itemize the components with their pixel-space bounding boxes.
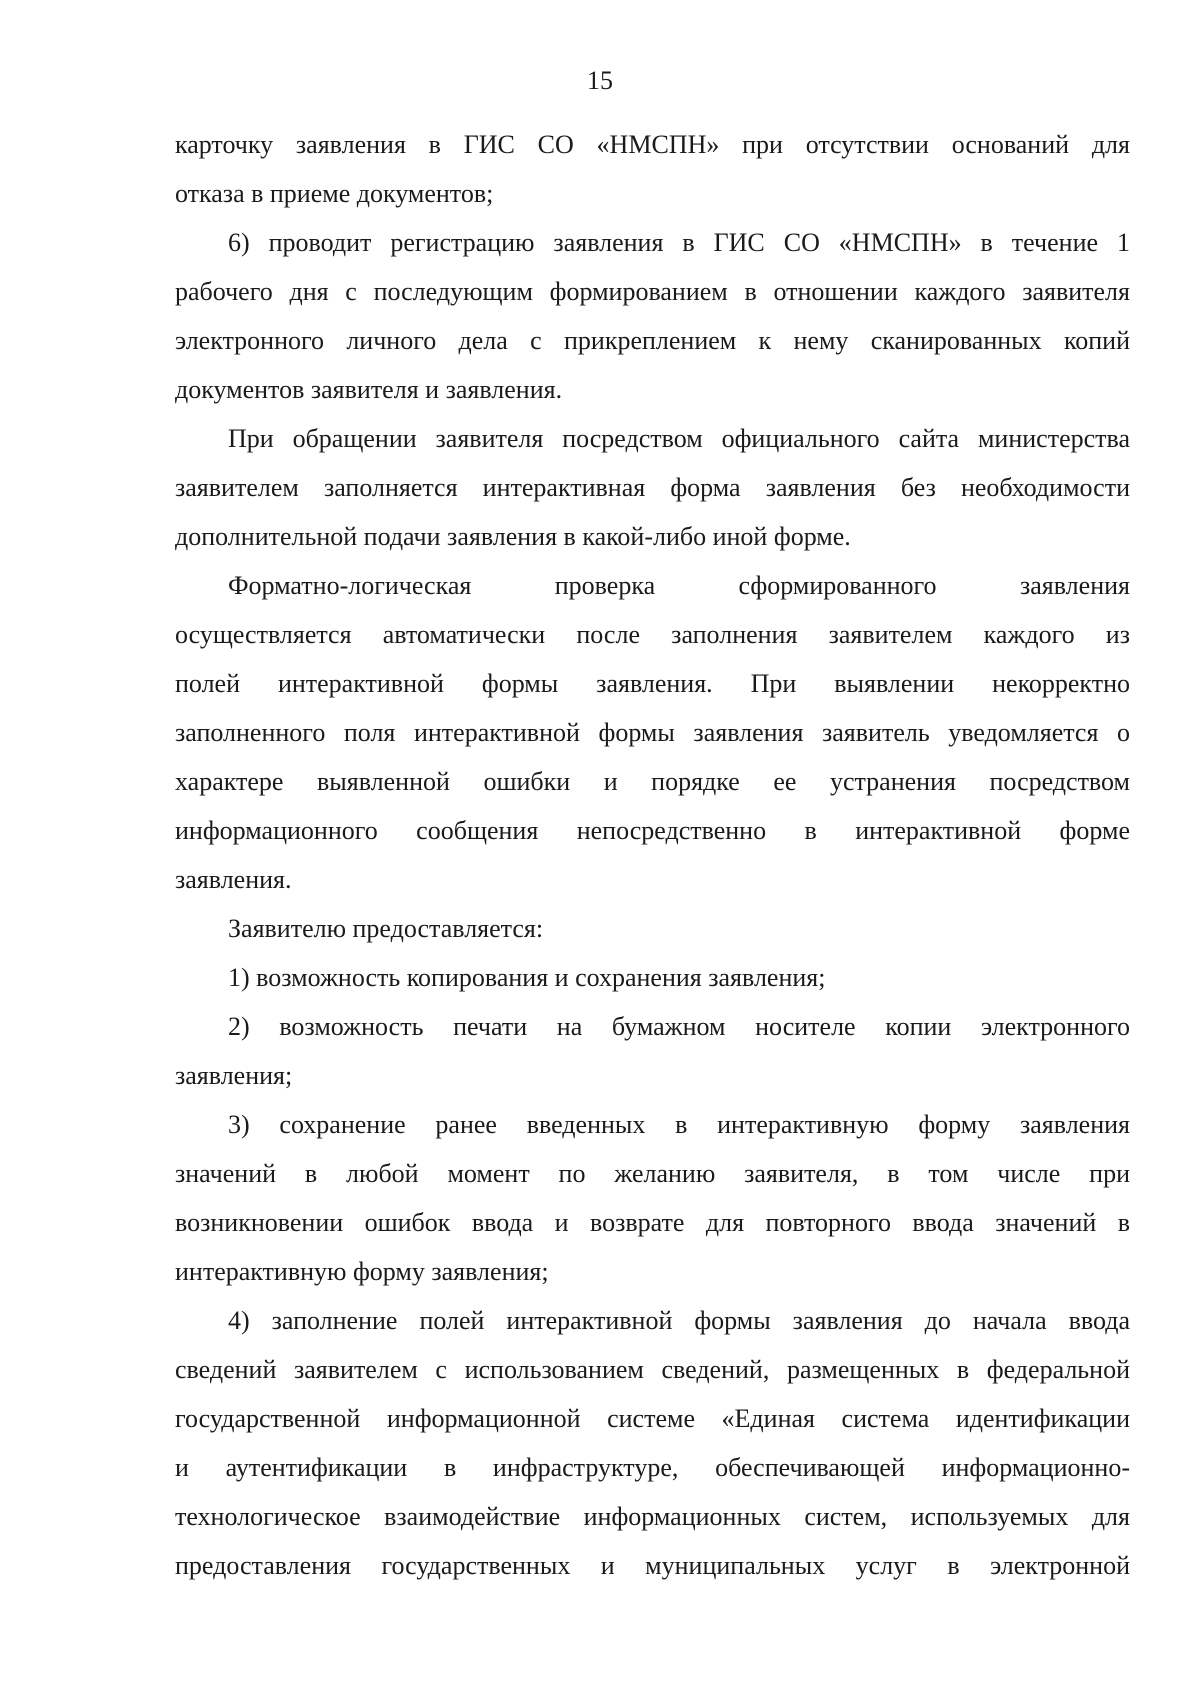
document-body <box>175 120 1130 1590</box>
text-line: возникновении ошибок ввода и возврате для повторного ввода значений в <box>175 1208 1130 1237</box>
text-line: интерактивную форму заявления; <box>175 1257 549 1286</box>
text-line: дополнительной подачи заявления в какой-либо иной форме. <box>175 522 851 551</box>
text-line: сведений заявителем с использованием сведений, размещенных в федеральной <box>175 1355 1130 1384</box>
text-line: заявления. <box>175 865 292 894</box>
text-line: 6) проводит регистрацию заявления в ГИС СО «НМСПН» в течение 1 <box>228 228 1130 257</box>
text-line: полей интерактивной формы заявления. При выявлении некорректно <box>175 669 1130 698</box>
text-line: информационного сообщения непосредственно в интерактивной форме <box>175 816 1130 845</box>
text-line: предоставления государственных и муниципальных услуг в электронной <box>175 1551 1130 1580</box>
text-line: Форматно-логическая проверка сформированного заявления <box>228 571 1130 600</box>
text-line: характере выявленной ошибки и порядке ее устранения посредством <box>175 767 1130 796</box>
text-line: 3) сохранение ранее введенных в интерактивную форму заявления <box>228 1110 1130 1139</box>
paragraph <box>175 1296 1130 1590</box>
paragraph <box>175 904 1130 953</box>
text-line: рабочего дня с последующим формированием в отношении каждого заявителя <box>175 277 1130 306</box>
text-line: заявления; <box>175 1061 293 1090</box>
text-line: осуществляется автоматически после заполнения заявителем каждого из <box>175 620 1130 649</box>
text-line: 2) возможность печати на бумажном носителе копии электронного <box>228 1012 1130 1041</box>
paragraph <box>175 561 1130 904</box>
paragraph <box>175 414 1130 561</box>
text-line: документов заявителя и заявления. <box>175 375 563 404</box>
text-line: 4) заполнение полей интерактивной формы заявления до начала ввода <box>228 1306 1130 1335</box>
text-line: значений в любой момент по желанию заявителя, в том числе при <box>175 1159 1130 1188</box>
paragraph <box>175 1100 1130 1296</box>
text-line: отказа в приеме документов; <box>175 179 494 208</box>
text-line: 1) возможность копирования и сохранения заявления; <box>228 963 826 992</box>
text-line: электронного личного дела с прикреплением к нему сканированных копий <box>175 326 1130 355</box>
page-number: 15 <box>587 66 613 95</box>
paragraph <box>175 120 1130 218</box>
text-line: технологическое взаимодействие информационных систем, используемых для <box>175 1502 1130 1531</box>
text-line: При обращении заявителя посредством официального сайта министерства <box>228 424 1130 453</box>
paragraph <box>175 953 1130 1002</box>
text-line: заявителем заполняется интерактивная форма заявления без необходимости <box>175 473 1130 502</box>
text-line: государственной информационной системе «Единая система идентификации <box>175 1404 1130 1433</box>
paragraph <box>175 218 1130 414</box>
text-line: карточку заявления в ГИС СО «НМСПН» при отсутствии оснований для <box>175 130 1130 159</box>
text-line: и аутентификации в инфраструктуре, обеспечивающей информационно- <box>175 1453 1130 1482</box>
text-line: заполненного поля интерактивной формы заявления заявитель уведомляется о <box>175 718 1130 747</box>
paragraph <box>175 1002 1130 1100</box>
text-line: Заявителю предоставляется: <box>228 914 544 943</box>
